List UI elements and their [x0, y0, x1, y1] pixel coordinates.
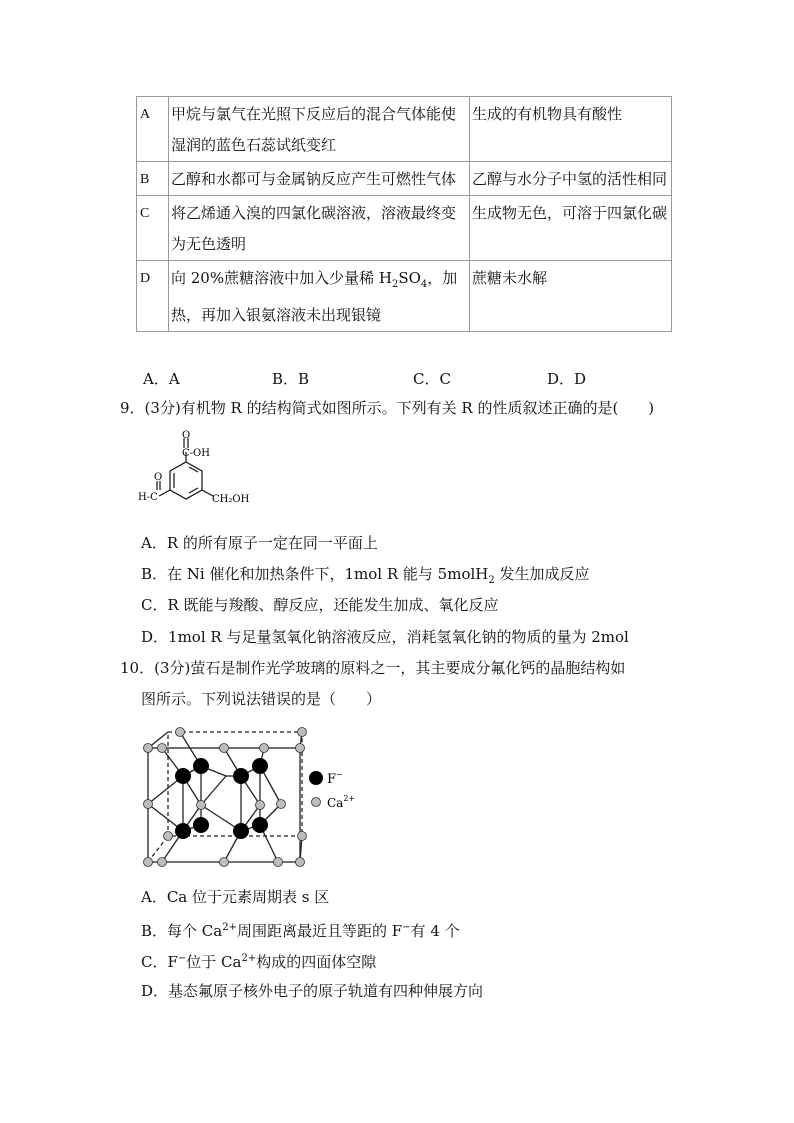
- row-letter: B: [137, 162, 169, 196]
- row-operation: 甲烷与氯气在光照下反应后的混合气体能使湿润的蓝色石蕊试纸变红: [169, 97, 470, 162]
- q10-option-b: B．每个 $Ca^{2+}$周围距离最近且等距的 F−有 4 个: [141, 922, 460, 940]
- choice-a: A．A: [143, 370, 180, 388]
- row-letter: C: [137, 196, 169, 261]
- crystal-cell-diagram: [138, 722, 368, 872]
- row-letter: A: [137, 97, 169, 162]
- o-label-top: O: [182, 430, 191, 441]
- structure-diagram: [136, 430, 256, 515]
- f-legend-label: F−: [327, 770, 343, 787]
- table-row: [137, 97, 672, 162]
- table-row: [137, 162, 672, 196]
- q10-stem-line1: 10．(3分)萤石是制作光学玻璃的原料之一，其主要成分氟化钙的晶胞结构如: [120, 659, 626, 677]
- row-operation: 乙醇和水都可与金属钠反应产生可燃性气体: [169, 162, 470, 196]
- table-row: [137, 196, 672, 261]
- left-group-label: H-C: [138, 492, 158, 503]
- q9-option-a: A．R 的所有原子一定在同一平面上: [141, 534, 378, 552]
- ca-legend-label: $Ca^{2+}$: [327, 794, 356, 810]
- q9-option-d: D．1mol R 与足量氢氧化钠溶液反应，消耗氢氧化钠的物质的量为 2mol: [141, 628, 629, 646]
- row-letter: D: [137, 261, 169, 332]
- q10-stem-line2: 图所示。下列说法错误的是（ ）: [141, 690, 382, 708]
- o-label-left: O: [154, 472, 163, 483]
- q9-option-c: C．R 既能与羧酸、醇反应，还能发生加成、氧化反应: [141, 596, 499, 614]
- ca-legend-dot: [312, 798, 321, 807]
- row-operation: 将乙烯通入溴的四氯化碳溶液，溶液最终变为无色透明: [169, 196, 470, 261]
- choice-b: B．B: [272, 370, 310, 388]
- row-conclusion: 生成物无色，可溶于四氯化碳: [470, 196, 672, 261]
- choice-d: D．D: [547, 370, 587, 388]
- q9-option-b: B．在 Ni 催化和加热条件下，1mol R 能与 5molH$_2$ 发生加成反应: [141, 565, 590, 586]
- row-conclusion: 乙醇与水分子中氢的活性相同: [470, 162, 672, 196]
- q10-option-a: A．Ca 位于元素周期表 s 区: [141, 888, 330, 906]
- q10-option-d: D．基态氟原子核外电子的原子轨道有四种伸展方向: [141, 982, 484, 1000]
- options-table: [136, 96, 672, 332]
- top-group-label: C-OH: [182, 448, 210, 459]
- q10-option-c: C．F−位于 $Ca^{2+}$构成的四面体空隙: [141, 953, 377, 971]
- q9-stem: 9．(3分)有机物 R 的结构简式如图所示。下列有关 R 的性质叙述正确的是( ): [120, 399, 655, 417]
- f-legend-dot: [309, 771, 323, 785]
- row-conclusion: 生成的有机物具有酸性: [470, 97, 672, 162]
- choice-c: C．C: [413, 370, 451, 388]
- table-row: [137, 261, 672, 332]
- right-group-label: CH₂OH: [212, 494, 250, 505]
- row-conclusion: 蔗糖未水解: [470, 261, 672, 332]
- row-operation: 向 20%蔗糖溶液中加入少量稀 $H_2SO_4$，加热，再加入银氨溶液未出现银镜: [169, 261, 470, 332]
